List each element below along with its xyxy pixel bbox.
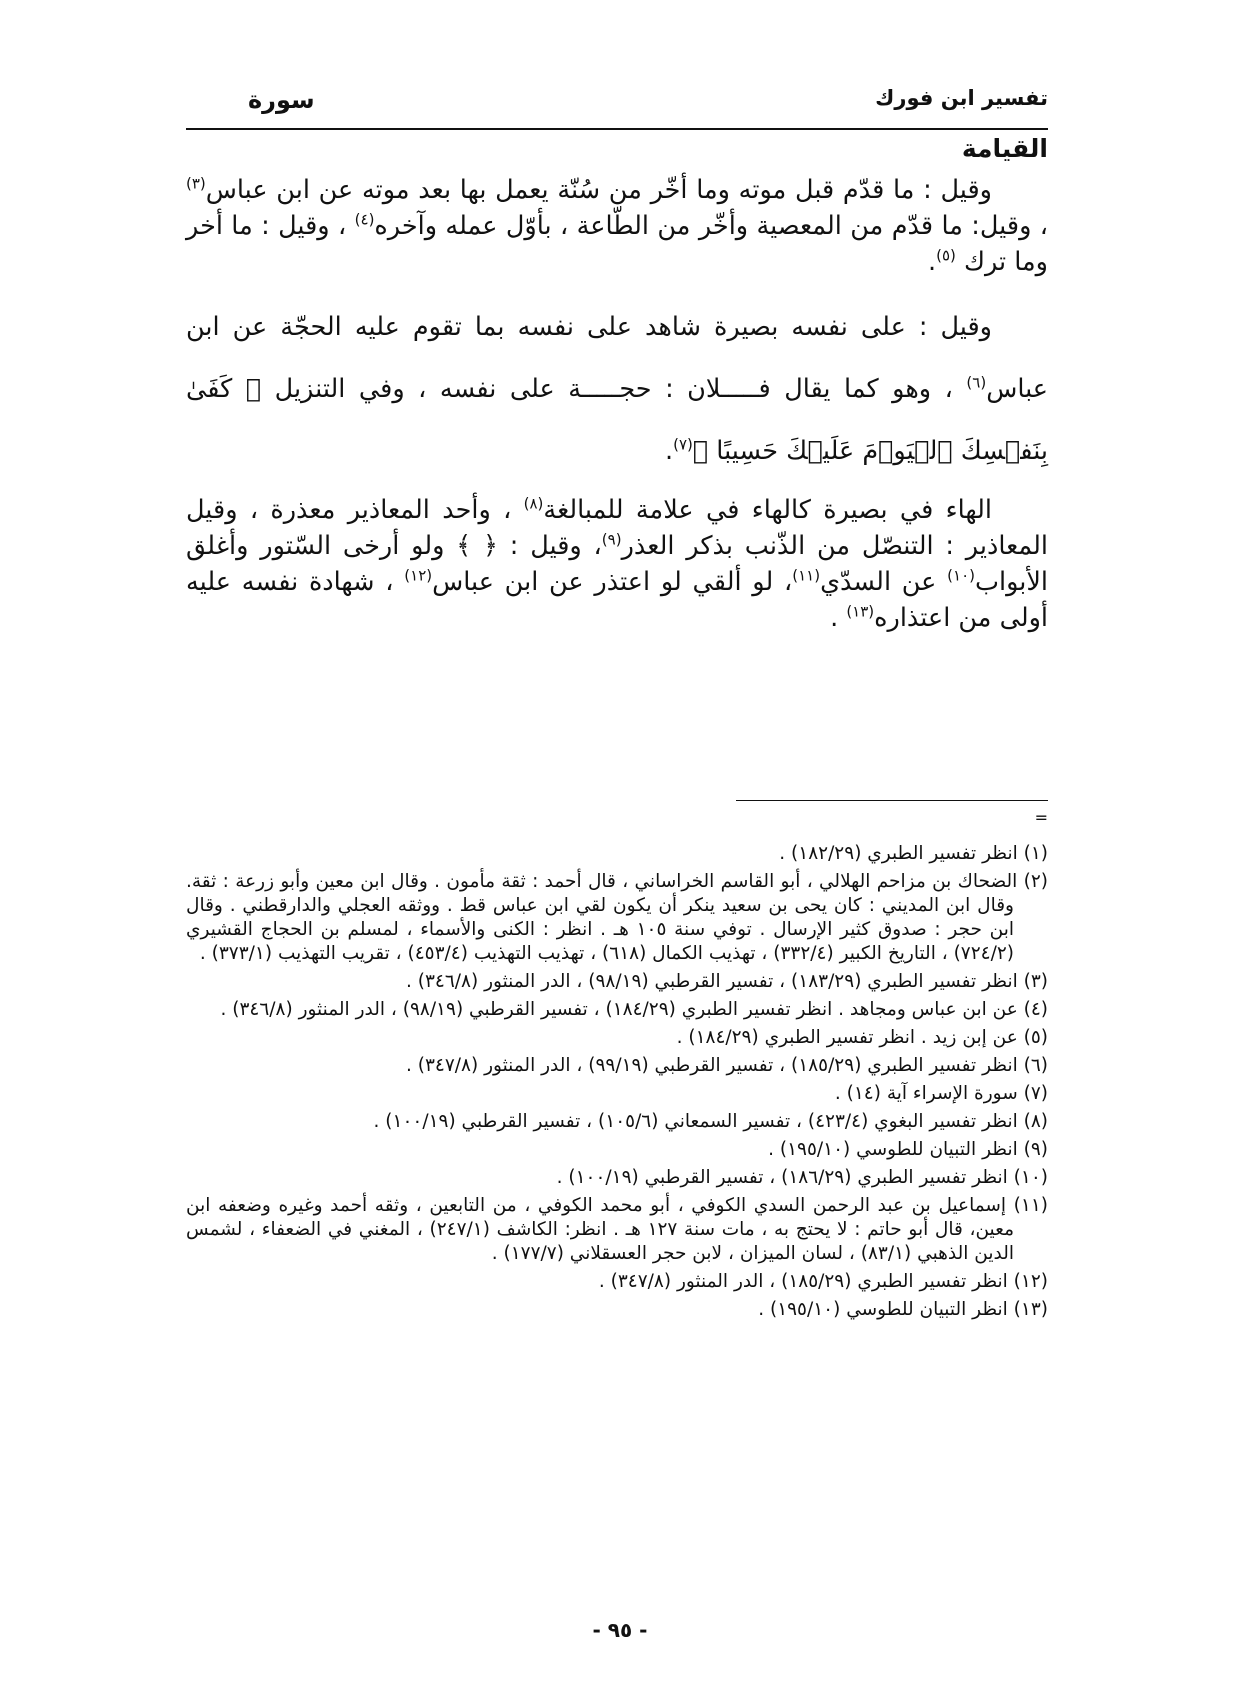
- footnote-ref-3: (٣): [186, 174, 206, 193]
- paragraph-3-part-a: الهاء في بصيرة كالهاء في علامة للمبالغة: [543, 495, 992, 525]
- book-title: تفسير ابن فورك: [875, 86, 1048, 110]
- footnote-ref-7: (٧): [673, 435, 693, 454]
- footnote-ref-5: (٥): [936, 246, 956, 265]
- footnote-1: (١) انظر تفسير الطبري (١٨٢/٢٩) .: [779, 843, 1048, 864]
- main-text: [186, 172, 1048, 636]
- footnotes: [186, 842, 1048, 1326]
- footnote-ref-10: (١٠): [947, 566, 975, 585]
- header-rule: [186, 128, 1048, 130]
- paragraph-3: [186, 492, 1048, 636]
- paragraph-3-part-c: ، وقيل : ﴿ ﴾ ولو أرخى السّتور وأغلق الأبواب: [186, 531, 1048, 597]
- paragraph-2-part-b: ، وهو كما يقال فـــــلان : حجـــــة على نفسه ، وفي التنزيل ﴿ كَفَىٰ بِنَفۡسِكَ ٱلۡيَوۡمَ عَلَيۡكَ حَسِيبًا ﴾: [186, 374, 1048, 466]
- footnote-ref-4: (٤): [354, 210, 375, 229]
- footnote-7: (٧) سورة الإسراء آية (١٤) .: [834, 1083, 1048, 1104]
- footnote-ref-11: (١١): [792, 566, 821, 585]
- paragraph-3-part-f: ، شهادة نفسه عليه أولى من اعتذاره: [186, 567, 1048, 633]
- paragraph-1-part-a: وقيل : ما قدّم قبل موته وما أخّر من سُنّة يعمل بها بعد موته عن ابن عباس: [205, 175, 992, 205]
- running-header: [186, 86, 1048, 130]
- footnote-2: (٢) الضحاك بن مزاحم الهلالي ، أبو القاسم الخراساني ، قال أحمد : ثقة مأمون . وقال ابن معين وأبو زرعة : ثقة. وقال ابن المديني : كان يحى بن سعيد ينكر أن يكون لقي ابن عباس قط . ووثقه العجلي والدارقطني . وقال ابن حجر : صدوق كثير الإرسال . توفي سنة ١٠٥ هـ . انظر : الكنى والأسماء ، لمسلم بن الحجاج القشيري (٧٢٤/٢) ، التاريخ الكبير (٣٣٢/٤) ، تهذيب الكمال (٦١٨) ، تهذيب التهذيب (٤٥٣/٤) ، تقريب التهذيب (٣٧٣/١) .: [186, 871, 1048, 964]
- footnote-continuation-marker: =: [1034, 808, 1048, 827]
- paragraph-2-part-a: وقيل : على نفسه بصيرة شاهد على نفسه بما تقوم عليه الحجّة عن ابن عباس: [186, 312, 1048, 404]
- footnote-8: (٨) انظر تفسير البغوي (٤٢٣/٤) ، تفسير السمعاني (١٠٥/٦) ، تفسير القرطبي (١٠٠/١٩) .: [373, 1111, 1048, 1132]
- footnote-6: (٦) انظر تفسير الطبري (١٨٥/٢٩) ، تفسير القرطبي (٩٩/١٩) ، الدر المنثور (٣٤٧/٨) .: [406, 1055, 1048, 1076]
- footnote-ref-12: (١٢): [404, 566, 433, 585]
- footnote-13: (١٣) انظر التبيان للطوسي (١٩٥/١٠) .: [758, 1299, 1048, 1320]
- footnote-rule: [736, 800, 1048, 801]
- surah-label: سورة: [248, 86, 315, 114]
- paragraph-2-part-c: .: [665, 436, 674, 466]
- paragraph-1-part-d: .: [927, 247, 937, 277]
- footnote-3: (٣) انظر تفسير الطبري (١٨٣/٢٩) ، تفسير القرطبي (٩٨/١٩) ، الدر المنثور (٣٤٦/٨) .: [406, 971, 1048, 992]
- paragraph-2: [186, 296, 1048, 482]
- paragraph-1-part-b: ، وقيل: ما قدّم من المعصية وأخّر من الطّاعة ، بأوّل عمله وآخره: [374, 211, 1049, 241]
- surah-name: القيامة: [961, 134, 1048, 163]
- page-number: - ٩٥ -: [592, 1618, 648, 1642]
- footnote-ref-9: (٩): [601, 530, 622, 549]
- footnote-ref-13: (١٣): [846, 602, 875, 621]
- paragraph-1-part-c: ، وقيل : ما أخر وما ترك: [186, 211, 1048, 277]
- paragraph-3-part-g: .: [830, 603, 847, 633]
- footnote-4: (٤) عن ابن عباس ومجاهد . انظر تفسير الطبري (١٨٤/٢٩) ، تفسير القرطبي (٩٨/١٩) ، الدر المنثور (٣٤٦/٨) .: [220, 999, 1048, 1020]
- paragraph-1: [186, 172, 1048, 280]
- footnote-ref-8: (٨): [523, 494, 544, 513]
- footnote-5: (٥) عن إبن زيد . انظر تفسير الطبري (١٨٤/٢٩) .: [676, 1027, 1048, 1048]
- footnote-ref-6: (٦): [966, 373, 987, 392]
- footnote-11: (١١) إسماعيل بن عبد الرحمن السدي الكوفي ، أبو محمد الكوفي ، من التابعين ، وثقه أحمد وغيره وضعفه ابن معين، قال أبو حاتم : لا يحتج به ، مات سنة ١٢٧ هـ . انظر: الكاشف (٢٤٧/١) ، المغني في الضعفاء ، لشمس الدين الذهبي (٨٣/١) ، لسان الميزان ، لابن حجر العسقلاني (١٧٧/٧) .: [186, 1195, 1048, 1264]
- footnote-9: (٩) انظر التبيان للطوسي (١٩٥/١٠) .: [768, 1139, 1048, 1160]
- paragraph-3-part-d: عن السدّي: [820, 567, 948, 597]
- paragraph-3-part-e: ، لو ألقي لو اعتذر عن ابن عباس: [432, 567, 793, 597]
- footnote-12: (١٢) انظر تفسير الطبري (١٨٥/٢٩) ، الدر المنثور (٣٤٧/٨) .: [598, 1271, 1048, 1292]
- paragraph-3-part-b: ، وأحد المعاذير معذرة ، وقيل المعاذير : التنصّل من الذّنب بذكر العذر: [186, 495, 1048, 561]
- footnote-10: (١٠) انظر تفسير الطبري (١٨٦/٢٩) ، تفسير القرطبي (١٠٠/١٩) .: [556, 1167, 1048, 1188]
